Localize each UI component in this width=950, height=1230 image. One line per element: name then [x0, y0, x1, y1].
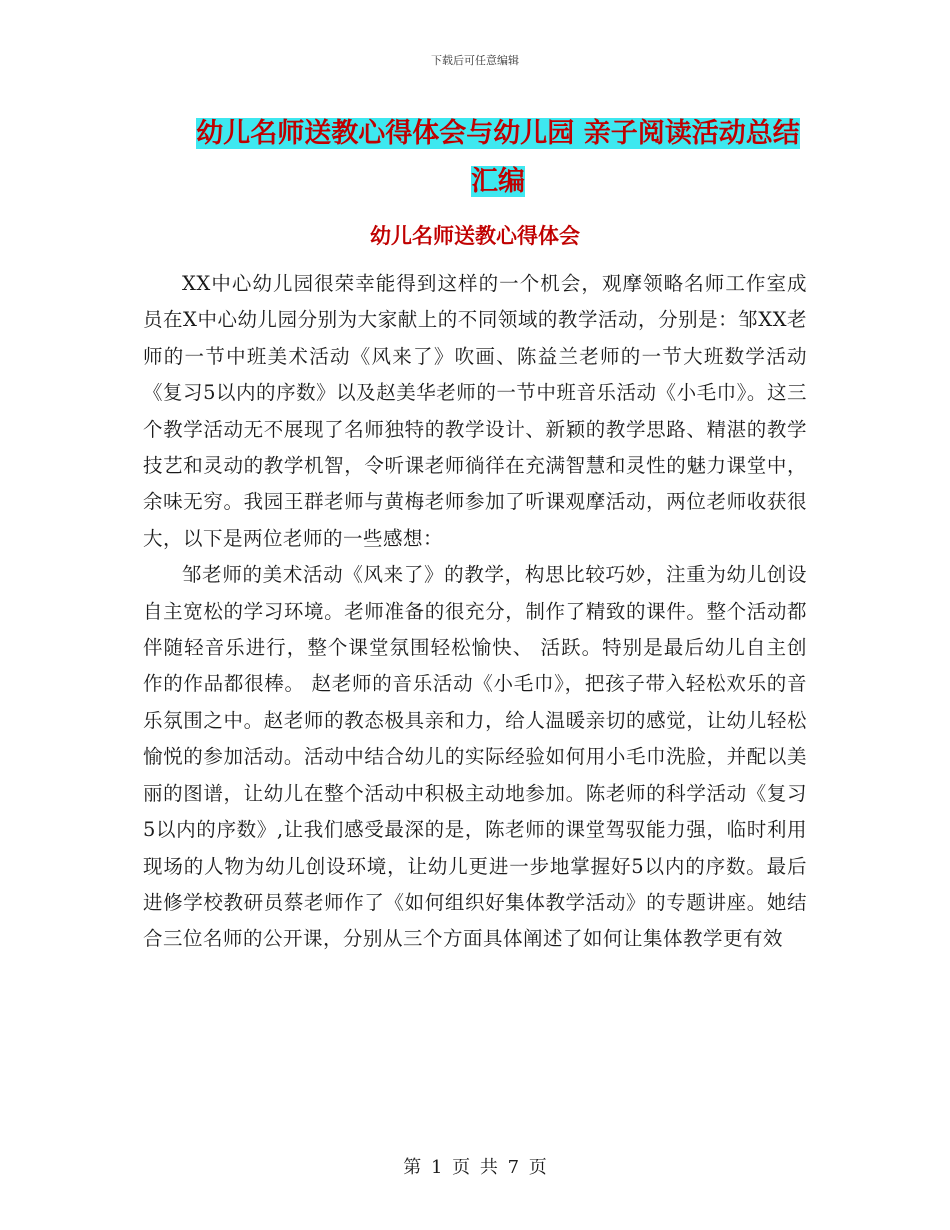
document-title	[186, 110, 810, 206]
document-title-text: 幼儿名师送教心得体会与幼儿园 亲子阅读活动总结汇编	[196, 118, 800, 197]
body-text	[143, 266, 807, 958]
paragraph: XX中心幼儿园很荣幸能得到这样的一个机会，观摩领略名师工作室成员在X中心幼儿园分别为大家献上的不同领域的教学活动，分别是：邹XX老师的一节中班美术活动《风来了》吹画、陈益兰老师的一节大班数学活动《复习5以内的序数》以及赵美华老师的一节中班音乐活动《小毛巾》。这三个教学活动无不展现了名师独特的教学设计、新颖的教学思路、精湛的教学技艺和灵动的教学机智，令听课老师徜徉在充满智慧和灵性的魅力课堂中，余味无穷。我园王群老师与黄梅老师参加了听课观摩活动，两位老师收获很大，以下是两位老师的一些感想：	[143, 272, 807, 550]
paragraph: 邹老师的美术活动《风来了》的教学，构思比较巧妙，注重为幼儿创设自主宽松的学习环境。老师准备的很充分，制作了精致的课件。整个活动都伴随轻音乐进行，整个课堂氛围轻松愉快、 活跃。特别是最后幼儿自主创作的作品都很棒。 赵老师的音乐活动《小毛巾》，把孩子带入轻松欢乐的音乐氛围之中。赵老师的教态极具亲和力，给人温暖亲切的感觉，让幼儿轻松愉悦的参加活动。活动中结合幼儿的实际经验如何用小毛巾洗脸，并配以美丽的图谱，让幼儿在整个活动中积极主动地参加。陈老师的科学活动《复习5以内的序数》,让我们感受最深的是，陈老师的课堂驾驭能力强，临时利用现场的人物为幼儿创设环境，让幼儿更进一步地掌握好5以内的序数。最后进修学校教研员蔡老师作了《如何组织好集体教学活动》的专题讲座。她结合三位名师的公开课，分别从三个方面具体阐述了如何让集体教学更有效	[143, 563, 807, 951]
section-title: 幼儿名师送教心得体会	[370, 224, 580, 248]
header-note: 下载后可任意编辑	[431, 54, 519, 67]
page-footer: 第 1 页 共 7 页	[403, 1157, 547, 1178]
